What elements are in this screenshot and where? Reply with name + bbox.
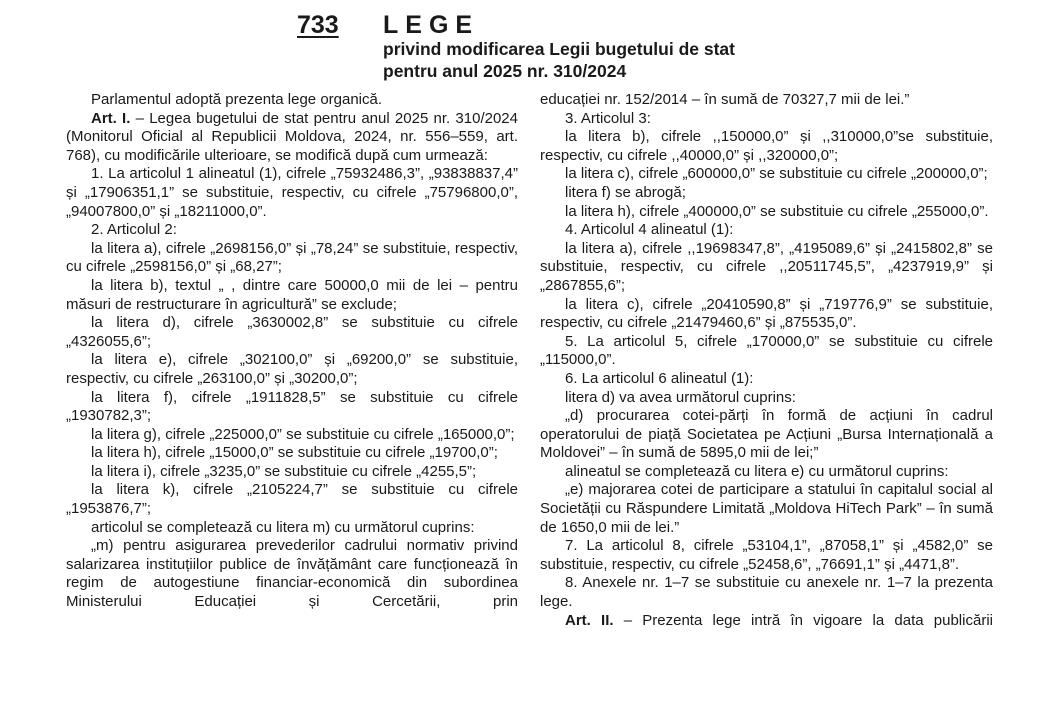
paragraph <box>66 389 518 426</box>
law-type: LEGE <box>383 11 480 39</box>
paragraph-text: litera f) se abrogă; <box>565 183 686 201</box>
paragraph <box>540 574 993 611</box>
paragraph-text: la litera g), cifrele „225000,0” se substituie cu cifrele „165000,0”; <box>91 425 515 443</box>
paragraph <box>66 481 518 518</box>
paragraph <box>66 426 518 445</box>
paragraph-text: „d) procurarea cotei-părți în formă de acțiuni în cadrul operatorului de piață Societatea pe Acțiuni „Bursa Internațională a Moldovei” – în sumă de 5895,0 mii de lei;” <box>540 407 993 462</box>
paragraph <box>540 463 993 482</box>
paragraph-text: 4. Articolul 4 alineatul (1): <box>565 221 734 239</box>
paragraph-text: la litera i), cifrele „3235,0” se substituie cu cifrele „4255,5”; <box>91 462 477 480</box>
paragraph-text: la litera k), cifrele „2105224,7” se substituie cu cifrele „1953876,7”; <box>66 481 518 518</box>
left-column <box>66 91 518 612</box>
paragraph-text: la litera d), cifrele „3630002,8” se substituie cu cifrele „4326055,6”; <box>66 314 518 350</box>
paragraph <box>540 389 993 408</box>
paragraph <box>540 481 993 537</box>
paragraph <box>540 221 993 240</box>
paragraph-text: 5. La articolul 5, cifrele „170000,0” se substituie cu cifrele „115000,0”. <box>540 332 993 369</box>
paragraph <box>540 184 993 203</box>
paragraph-text: la litera f), cifrele „1911828,5” se substituie cu cifrele „1930782,3”; <box>66 388 518 425</box>
paragraph <box>66 165 518 221</box>
paragraph-text: 7. La articolul 8, cifrele „53104,1”, „87058,1” și „4582,0” se substituie, respectiv, cu cifrele „52458,6”, „76691,1” și „4471,8”. <box>540 537 993 573</box>
law-title <box>383 38 735 82</box>
paragraph <box>66 277 518 314</box>
paragraph <box>540 612 993 631</box>
paragraph <box>66 240 518 277</box>
paragraph-text: „m) pentru asigurarea prevederilor cadrului normativ privind salarizarea instituțiilor publice de învățământ care funcționează în regim de autogestiune financiar-economică din subordinea Ministerului Educației și Cercetării, prin <box>66 537 518 611</box>
right-column <box>540 91 993 630</box>
paragraph <box>540 110 993 129</box>
paragraph-text: la litera a), cifrele ,,19698347,8”, „4195089,6” și „2415802,8” se substituie, respectiv, cu cifrele ,,20511745,5”, „4237919,9” și „2867855,6”; <box>540 239 993 294</box>
paragraph <box>66 110 518 166</box>
paragraph <box>66 221 518 240</box>
paragraph-text: 2. Articolul 2: <box>91 221 177 239</box>
paragraph <box>540 333 993 370</box>
paragraph-text: la litera a), cifrele „2698156,0” și „78,24” se substituie, respectiv, cu cifrele „2598156,0” și „68,27”; <box>66 239 518 276</box>
paragraph <box>66 91 518 110</box>
paragraph <box>540 203 993 222</box>
paragraph <box>540 407 993 463</box>
law-header <box>0 0 1059 90</box>
paragraph-text: Parlamentul adoptă prezenta lege organică. <box>91 91 383 108</box>
paragraph <box>540 537 993 574</box>
law-number: 733 <box>297 11 339 39</box>
law-title-line: privind modificarea Legii bugetului de stat <box>383 39 735 59</box>
paragraph-text: 3. Articolul 3: <box>565 109 651 127</box>
paragraph-text: la litera c), cifrele „600000,0” se substituie cu cifrele „200000,0”; <box>565 165 988 183</box>
paragraph-text: – Legea bugetului de stat pentru anul 2025 nr. 310/2024 (Monitorul Oficial al Republicii Moldova, 2024, nr. 556–559, art. 768), cu modificările ulterioare, se modifică după cum urmează: <box>66 109 518 164</box>
paragraph <box>540 370 993 389</box>
paragraph <box>540 91 993 110</box>
paragraph <box>540 240 993 296</box>
paragraph <box>540 296 993 333</box>
article-heading: Art. I. <box>91 109 131 127</box>
paragraph <box>66 519 518 538</box>
paragraph <box>66 351 518 388</box>
paragraph-text: la litera e), cifrele „302100,0” și „69200,0” se substituie, respectiv, cu cifrele „263100,0” și „30200,0”; <box>66 351 518 387</box>
law-title-line: pentru anul 2025 nr. 310/2024 <box>383 61 627 81</box>
paragraph-text: educației nr. 152/2014 – în sumă de 70327,7 mii de lei.” <box>540 91 910 108</box>
paragraph-text: alineatul se completează cu litera e) cu următorul cuprins: <box>565 462 949 480</box>
paragraph-text: la litera b), textul „ , dintre care 50000,0 mii de lei – pentru măsuri de restructurare în agricultură” se exclude; <box>66 276 518 313</box>
paragraph-text: la litera b), cifrele ,,150000,0” și ,,310000,0”se substituie, respectiv, cu cifrele ,,40000,0” și ,,320000,0”; <box>540 128 993 164</box>
article-heading: Art. II. <box>565 611 614 629</box>
paragraph <box>66 463 518 482</box>
paragraph <box>66 444 518 463</box>
paragraph-text: 8. Anexele nr. 1–7 se substituie cu anexele nr. 1–7 la prezenta lege. <box>540 574 993 611</box>
paragraph-text: „e) majorarea cotei de participare a statului în capitalul social al Societății cu Răspundere Limitată „Moldova HiTech Park” – în sumă de 1650,0 mii de lei.” <box>540 481 993 536</box>
paragraph-text: la litera h), cifrele „15000,0” se substituie cu cifrele „19700,0”; <box>91 444 498 462</box>
paragraph-text: la litera h), cifrele „400000,0” se substituie cu cifrele „255000,0”. <box>565 202 989 220</box>
paragraph <box>66 537 518 611</box>
paragraph-text: 1. La articolul 1 alineatul (1), cifrele „75932486,3”, „93838837,4” și „17906351,1” se substituie, respectiv, cu cifrele „75796800,0”, „94007800,0” și „18211000,0”. <box>66 165 518 220</box>
paragraph-text: 6. La articolul 6 alineatul (1): <box>565 369 754 387</box>
paragraph <box>540 165 993 184</box>
paragraph <box>540 128 993 165</box>
paragraph-text: – Prezenta lege intră în vigoare la data publicării <box>613 611 993 629</box>
paragraph-text: la litera c), cifrele „20410590,8” și „719776,9” se substituie, respectiv, cu cifrele „21479460,6” și „875535,0”. <box>540 295 993 332</box>
paragraph <box>66 314 518 351</box>
paragraph-text: articolul se completează cu litera m) cu următorul cuprins: <box>91 518 475 536</box>
paragraph-text: litera d) va avea următorul cuprins: <box>565 388 796 406</box>
